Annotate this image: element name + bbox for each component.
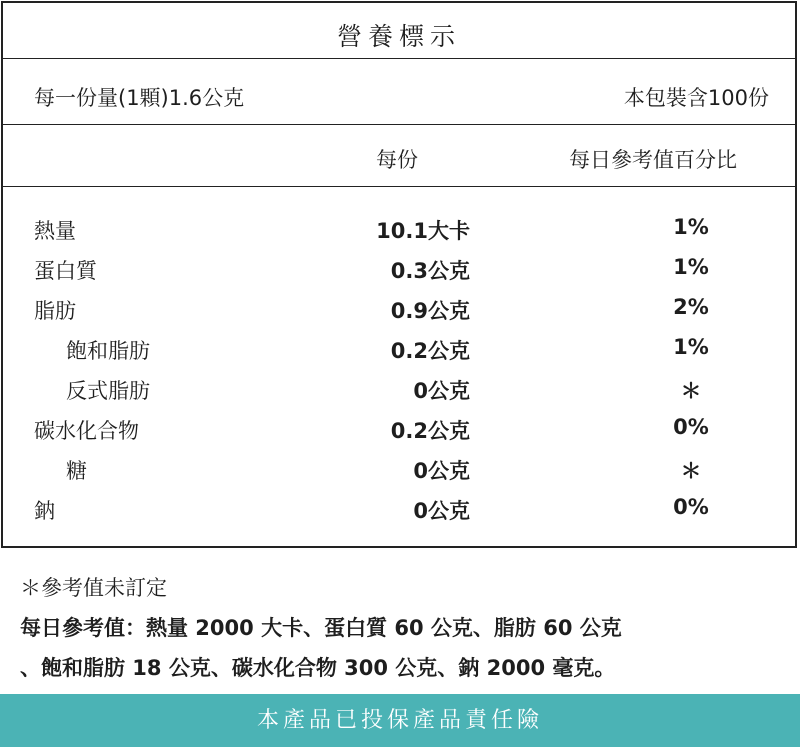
servings-per-pack: 本包裝含100份 — [623, 86, 769, 110]
nutrient-name: 蛋白質 — [34, 259, 97, 283]
daily-value-note-line2: 、飽和脂肪 18 公克、碳水化合物 300 公克、鈉 2000 毫克。 — [20, 656, 616, 680]
serving-size: 每一份量(1顆)1.6公克 — [34, 86, 245, 110]
daily-value-note-line1: 每日參考值：熱量 2000 大卡、蛋白質 60 公克、脂肪 60 公克 — [20, 616, 622, 640]
nutrient-name: 飽和脂肪 — [66, 339, 150, 363]
nutrient-amount: 0.3公克 — [390, 259, 470, 283]
nutrient-daily-percent: 0% — [673, 415, 709, 439]
divider — [3, 186, 795, 187]
nutrient-daily-percent: ＊ — [680, 459, 702, 483]
divider — [3, 124, 795, 125]
divider — [3, 58, 795, 59]
nutrient-amount: 0公克 — [413, 499, 470, 523]
footnotes — [20, 568, 622, 688]
undefined-note: ＊參考值未訂定 — [20, 576, 167, 600]
nutrient-daily-percent: ＊ — [680, 379, 702, 403]
nutrient-daily-percent: 1% — [673, 215, 709, 239]
nutrition-label-panel — [1, 1, 797, 548]
insurance-banner: 本產品已投保產品責任險 — [0, 694, 800, 747]
nutrient-amount: 0.2公克 — [390, 419, 470, 443]
column-header-per-serving: 每份 — [376, 148, 418, 172]
nutrient-amount: 0.2公克 — [390, 339, 470, 363]
nutrient-daily-percent: 1% — [673, 255, 709, 279]
nutrient-daily-percent: 1% — [673, 335, 709, 359]
nutrient-name: 糖 — [66, 459, 87, 483]
nutrient-daily-percent: 2% — [673, 295, 709, 319]
nutrient-amount: 10.1大卡 — [376, 219, 470, 243]
column-header-daily-percent: 每日參考值百分比 — [569, 148, 737, 172]
nutrient-name: 熱量 — [34, 219, 76, 243]
label-title: 營養標示 — [336, 22, 461, 51]
nutrient-amount: 0.9公克 — [390, 299, 470, 323]
nutrient-name: 碳水化合物 — [34, 419, 139, 443]
nutrient-name: 脂肪 — [34, 299, 76, 323]
nutrient-name: 鈉 — [34, 499, 55, 523]
nutrient-amount: 0公克 — [413, 459, 470, 483]
nutrient-daily-percent: 0% — [673, 495, 709, 519]
nutrient-name: 反式脂肪 — [66, 379, 150, 403]
nutrient-amount: 0公克 — [413, 379, 470, 403]
